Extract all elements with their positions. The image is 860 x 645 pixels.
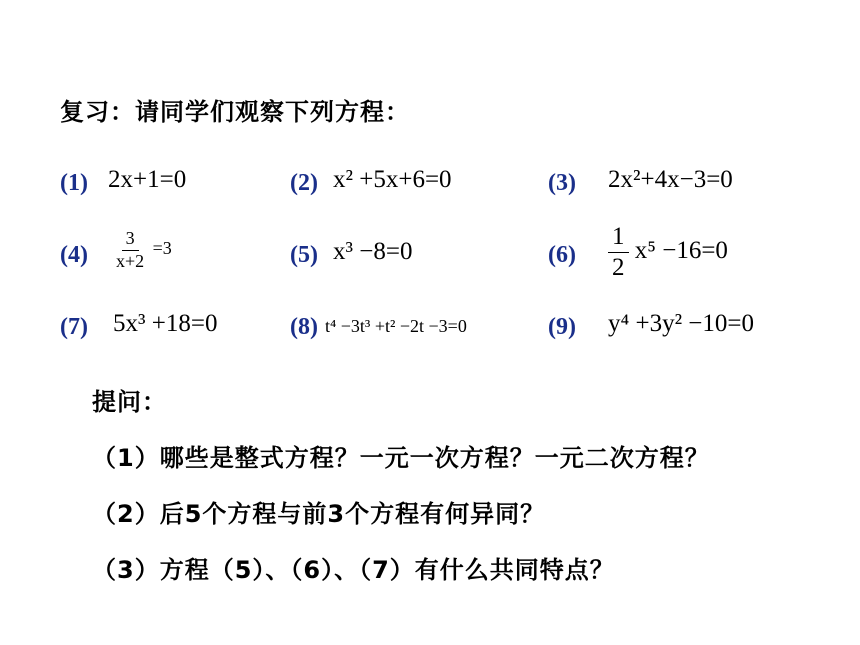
- equation-8: t⁴ −3t³ +t² −2t −3=0: [325, 316, 467, 336]
- equation-3-label: (3): [548, 170, 576, 196]
- equation-6-label: (6): [548, 242, 576, 268]
- equation-9-label: (9): [548, 314, 576, 340]
- equation-3: 2x²+4x−3=0: [608, 166, 733, 193]
- question-1: （1）哪些是整式方程？一元一次方程？一元二次方程？: [92, 444, 710, 472]
- equation-4-fraction: [112, 228, 148, 272]
- question-2: （2）后5个方程与前3个方程有何异同？: [92, 500, 546, 528]
- question-3: （3）方程（5）、（6）、（7）有什么共同特点？: [92, 556, 615, 584]
- equation-9: y⁴ +3y² −10=0: [608, 310, 755, 337]
- equation-7: 5x³ +18=0: [113, 310, 218, 337]
- equation-6-numerator: 1: [608, 222, 629, 253]
- equation-5: x³ −8=0: [333, 238, 413, 265]
- equation-4-rhs: =3: [152, 238, 172, 259]
- equation-6-rhs: x⁵ −16=0: [634, 237, 728, 265]
- equation-4-label: (4): [60, 242, 88, 268]
- equation-5-label: (5): [290, 242, 318, 268]
- equation-8-label: (8): [290, 314, 318, 340]
- questions-heading: 提问：: [92, 388, 167, 416]
- review-heading: 复习：请同学们观察下列方程：: [60, 98, 410, 126]
- equation-7-label: (7): [60, 314, 88, 340]
- equation-4-numerator: 3: [122, 228, 139, 251]
- equation-2: x² +5x+6=0: [333, 166, 452, 193]
- equation-2-label: (2): [290, 170, 318, 196]
- equation-1: 2x+1=0: [108, 166, 187, 193]
- equation-6-fraction: [608, 222, 629, 283]
- equation-1-label: (1): [60, 170, 88, 196]
- equation-4: [112, 228, 172, 272]
- equation-4-denominator: x+2: [116, 250, 145, 271]
- equation-6: [608, 222, 728, 283]
- equation-6-denominator: 2: [612, 254, 625, 281]
